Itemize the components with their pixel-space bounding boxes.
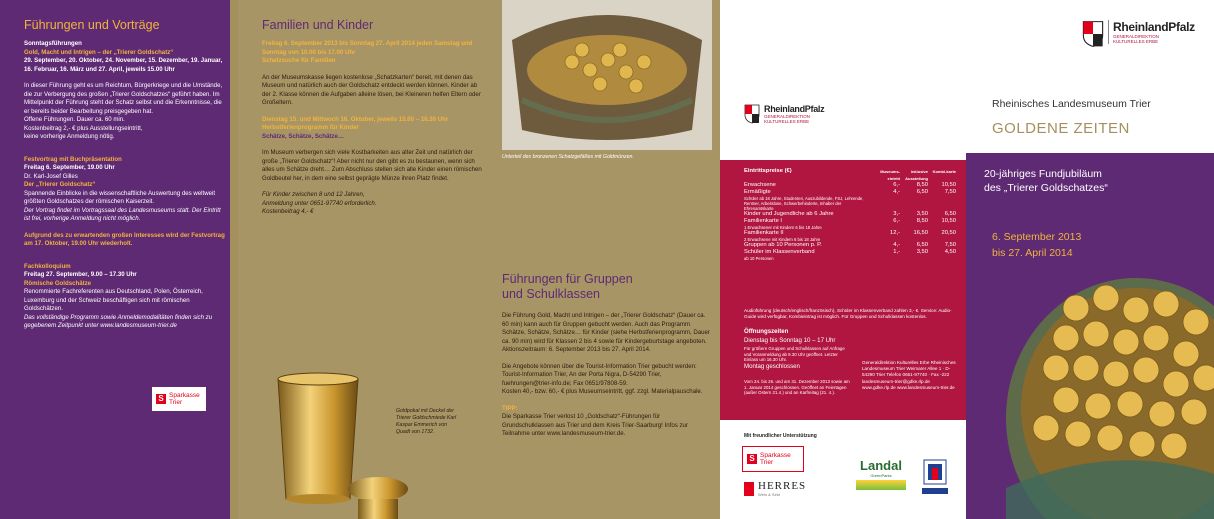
coat-of-arms-icon [1082,20,1104,48]
price-cell: Erwachsene [744,182,776,188]
vessel-caption: Unterteil des bronzenen Schatzgefäßes mit Goldmünzen. [502,154,634,160]
rlp-sub-1: GENERALDIREKTION [1113,34,1160,39]
date-line-2: bis 27. April 2014 [992,247,1073,259]
price-cell: 12,- [890,230,900,236]
evening-speaker: Dr. Karl-Josef Gilles [24,172,78,180]
herres-name: HERRES [758,480,807,492]
price-cell: 4,- [893,242,900,248]
price-cell: 3,50 [916,211,928,217]
subtitle-line-2: des „Trierer Goldschatzes“ [984,182,1108,194]
colloquium-note: Das vollständige Programm sowie Anmeldemodalitäten finden sich zu gegebenem Zeitpunkt unter www.landesmuseum-trier.de [24,313,213,329]
price-cell: 10,50 [941,218,956,224]
evening-repeat: Aufgrund des zu erwartenden großen Interesses wird der Festvortrag am 17. Oktober, 19.00 Uhr wiederholt. [24,231,225,247]
date-line-1: 6. September 2013 [992,231,1082,243]
hours-line-1: Dienstag bis Sonntag 10 – 17 Uhr [744,336,836,344]
title-line-1: Führungen für Gruppen [502,272,633,286]
rlp-name: RheinlandPfalz [764,104,825,114]
price-row [744,182,956,189]
colloquium-heading: Fachkolloquium [24,262,71,270]
landal-name: Landal [860,458,902,473]
price-table-header: Eintrittspreise (€) Museums-eintritt inklusive Ausstellung Kombi-karte [744,168,956,181]
exhibition-title: GOLDENE ZEITEN [992,120,1130,137]
price-cell: 1,- [893,249,900,255]
landal-icon [856,480,906,490]
price-cell: Gruppen ab 10 Personen p. P. [744,242,822,248]
sparkasse-city: Trier [760,459,774,466]
price-cell [872,196,900,211]
section-title: Führungen und Vorträge [24,18,160,32]
sparkasse-icon: S [156,394,166,404]
price-cell: Schüler ab 18 Jahre, Studenten, Auszubildende, FSJ, Lehrende, Rentner, Arbeitslose, Schwerbehinderte, Inhaber der Ehrenamtskarte [744,196,864,211]
price-cell: Familienkarte I [744,218,783,224]
subtitle [984,167,1108,195]
price-cell: Ermäßigte [744,189,771,195]
hours-note: Vom 24. bis 26. und am 31. Dezember 2013 sowie am 1. Januar 2014 geschlossen. Geöffnet an Feiertagen (außer Ostern 21.4.) und an Karfreitag (21. 4.). [744,379,850,396]
hours-closed: Montag geschlossen [744,362,800,370]
sparkasse-name: Sparkasse [760,452,791,459]
subtitle-line-1: 20-jähriges Fundjubiläum [984,168,1102,180]
price-cell: Kinder und Jugendliche ab 6 Jahre [744,211,834,217]
sunday-fee-1: Offene Führungen. Dauer ca. 60 min. [24,116,125,123]
price-cell: 20,50 [941,230,956,236]
panel-groups [494,0,720,519]
tipp-body: Die Sparkasse Trier verlost 10 „Goldschatz“-Führungen für Grundschulklassen aus Trier und dem Kreis Trier-Saarburg! Infos zur Teilnahme unter www.landesmuseum-trier.de. [502,413,688,437]
price-cell [900,196,928,211]
title-line-2: und Schulklassen [502,287,600,301]
colloquium-date: Freitag 27. September, 9.00 – 17.30 Uhr [24,271,137,278]
landal-logo [856,458,906,490]
evening-body: Spannende Einblicke in die wissenschaftliche Auswertung des weltweit größten Goldschatzes der römischen Kaiserzeit. [24,189,216,205]
price-cell: 3,- [893,211,900,217]
groups-body: Die Führung Gold, Macht und Intrigen – der „Trierer Goldschatz“ (Dauer ca. 60 min) kann auch für Gruppen gebucht werden. Auch das Programm Schätze, Schätze, Schätze… für Kinder (siehe Herbstferienprogramm, Dauer ca. 90 min) wird für Klassen 2 bis 4 sowie für Kindergeburtstage angeboten. Aktionszeitraum: 6. September 2013 bis 27. April 2014. [502,312,710,353]
price-cell: 3,50 [916,249,928,255]
sparkasse-icon: S [747,454,757,464]
family-date: Freitag 6. September 2013 bis Sonntag 27. April 2014 jeden Samstag und Sonntag von 10.00 bis 17.00 Uhr [262,40,473,56]
price-cell: 7,50 [944,242,956,248]
evening-date: Freitag 6. September, 19.00 Uhr [24,164,115,171]
price-row [744,256,956,261]
price-cell [928,256,956,261]
price-row [744,211,956,218]
price-note: Audioführung (deutsch/englisch/französisch), Schüler im Klassenverband zahlen 3,- €. Service: Audio-Guide wird verfügbar, Kombieintrag ist möglich. Für Gruppen und Schulklassen kostenlos. [744,308,952,319]
price-row [744,189,956,196]
price-cell: 2 Erwachsene mit Kindern 6 bis 18 Jahre [744,237,821,242]
price-cell [872,256,900,261]
bronze-vessel-image [502,0,712,150]
family-body: An der Museumskasse liegen kostenlose „Schatzkarten“ bereit, mit denen das Museum und natürlich auch der Goldschatz entdeckt werden können. Kinder ab der 2. Klasse können die Aufgaben alleine lösen, bei Kleineren helfen Eltern oder Großeltern. [262,73,481,106]
evening-title: Der „Trierer Goldschatz“ [24,181,96,188]
price-cell: ab 10 Personen [744,256,774,261]
cup-caption: Goldpokal mit Deckel der Trierer Goldschmiede Karl Kaspar Emmerich von Quadt von 1732. [396,408,457,435]
price-cell: 4,50 [944,249,956,255]
herres-sub: Wein & Sekt [758,492,780,497]
price-cell: 6,50 [916,242,928,248]
sunday-dates: 29. September, 20. Oktober, 24. November, 15. Dezember, 19. Januar, 16. Februar, 16. März und 27. April, jeweils 15.00 Uhr [24,57,223,73]
exhibition-dates [992,229,1081,261]
price-table [720,160,966,261]
groups-prices: Kosten 40,- bzw. 60,- € plus Museumseintritt, ggf. zzgl. Materialpauschale. [502,388,703,395]
price-row [744,196,956,211]
landal-sub: GreenParks [870,473,892,478]
contact-block: Generaldirektion Kulturelles Erbe Rheinisches Landesmuseum Trier Weimarer Allee 1 · D-54290 Trier Telefon 0651-97740 · Fax -222 landesmuseum-trier@gdke.rlp.de www.gdke.rlp.de www.landesmuseum-trier.de [862,360,956,390]
rlp-sub-2: KULTURELLES ERBE [1113,39,1159,44]
price-row [744,230,956,237]
price-cell [928,196,956,211]
holiday-note-a: Für Kinder zwischen 8 und 12 Jahren, [262,191,365,198]
museum-name: Rheinisches Landesmuseum Trier [992,98,1151,110]
price-cell: 7,50 [944,189,956,195]
rlp-logo [1082,20,1195,48]
price-row [744,218,956,225]
trier-city-logo-icon [920,458,950,500]
sparkasse-city: Trier [169,399,183,406]
sunday-subtitle: Gold, Macht und Intrigen – der „Trierer Goldschatz“ [24,48,174,56]
price-cell: 16,50 [913,230,928,236]
sunday-fee-2: Kostenbeitrag 2,- € plus Ausstellungseintritt, [24,124,143,132]
panel-cover [966,0,1214,519]
groups-address: Tourist-Information Trier, An der Porta Nigra, D-54290 Trier, fuehrungen@trier-info.de; Fax 0651/97808-59. [502,371,662,387]
price-cell [900,256,928,261]
colloquium-body: Renommierte Fachreferenten aus Deutschland, Polen, Österreich, Luxemburg und der Schweiz beschäftigen sich mit römischen Goldschätzen. [24,288,203,312]
price-cell: 6,- [893,218,900,224]
holiday-note-c: Kostenbeitrag 4,- € [262,208,314,215]
tipp-label: TIPP: [502,404,518,412]
holiday-note-b: Anmeldung unter 0651-97740 erforderlich. [262,199,377,207]
herres-icon [744,482,754,496]
sparkasse-logo [152,387,206,411]
section-title [502,272,710,302]
rlp-name: RheinlandPfalz [1113,20,1195,34]
price-row [744,249,956,256]
sparkasse-name: Sparkasse [169,392,200,399]
price-cell: 6,50 [916,189,928,195]
sponsor-label: Mit freundlicher Unterstützung [744,433,817,439]
rlp-sub-2: KULTURELLES ERBE [764,119,810,124]
rlp-logo [744,104,824,124]
holiday-subtitle-a: Herbstferienprogramm für Kinder [262,124,359,131]
sunday-body: In dieser Führung geht es um Reichtum, Bürgerkriege und die Umstände, die zur Verbergung des großen „Trierer Goldschatzes“ geführt haben. Im Mittelpunkt der Führung steht der Schatz selbst und die Erkenntnisse, die er bereits beider Bearbeitung preisgegeben hat. [24,82,223,115]
price-cell: 6,- [893,182,900,188]
holiday-date: Dienstag 15. und Mittwoch 16. Oktober, jeweils 15.00 – 16.30 Uhr [262,115,449,123]
price-cell: 1 Erwachsener mit Kindern 6 bis 18 Jahre [744,225,822,230]
sponsors [720,428,966,519]
evening-heading: Festvortrag mit Buchpräsentation [24,155,122,163]
price-cell: 4,- [893,189,900,195]
holiday-subtitle-b: Schätze, Schätze, Schätze… [262,132,344,140]
price-row [744,242,956,249]
gold-coins-image [1006,268,1214,519]
sunday-heading: Sonntagsführungen [24,40,82,47]
price-cell: 8,50 [916,182,928,188]
price-cell: Familienkarte II [744,230,784,236]
price-cell: Schüler im Klassenverband [744,249,815,255]
price-cell: 6,50 [944,211,956,217]
sparkasse-sponsor-logo [742,446,804,472]
herres-logo [744,480,806,497]
colloquium-title: Römische Goldschätze [24,279,92,287]
hours-heading: Öffnungszeiten [744,328,789,335]
family-subtitle: Schatzsuche für Familien [262,57,336,64]
evening-note: Der Vortrag findet im Vortragssaal des Landesmuseums statt. Der Eintritt ist frei, vorherige Anmeldung nicht möglich. [24,206,221,222]
holiday-body: Im Museum verbergen sich viele Kostbarkeiten aus alter Zeit und natürlich der große „Trierer Goldschatz“! Aber nicht nur den gibt es zu bestaunen, wenn sich alles um Schätze dreht… Zum Abschluss stellen sich alle Kinder einen römischen Goldbeutel her, in dem eine selbst geprägte Münze ihren Platz findet. [262,149,482,182]
price-cell: 8,50 [916,218,928,224]
panel-info [720,0,966,519]
hours-line-2: Für größere Gruppen und Schulklassen auf Anfrage und Voranmeldung ab 9.30 Uhr geöffnet. Letzter Einlass um 16.30 Uhr. [744,346,845,363]
groups-booking: Die Angebote können über die Tourist-Information Trier gebucht werden: [502,362,697,370]
prices-box [720,160,966,420]
price-cell: 10,50 [941,182,956,188]
gold-cup-image [258,349,418,519]
rlp-sub-1: GENERALDIREKTION [764,114,811,119]
panel-lectures [0,0,238,519]
coat-of-arms-icon [744,104,760,124]
panel-families [238,0,494,519]
divider-strip [230,0,238,519]
sunday-fee-3: keine vorherige Anmeldung nötig. [24,133,115,140]
section-title: Familien und Kinder [262,18,374,32]
